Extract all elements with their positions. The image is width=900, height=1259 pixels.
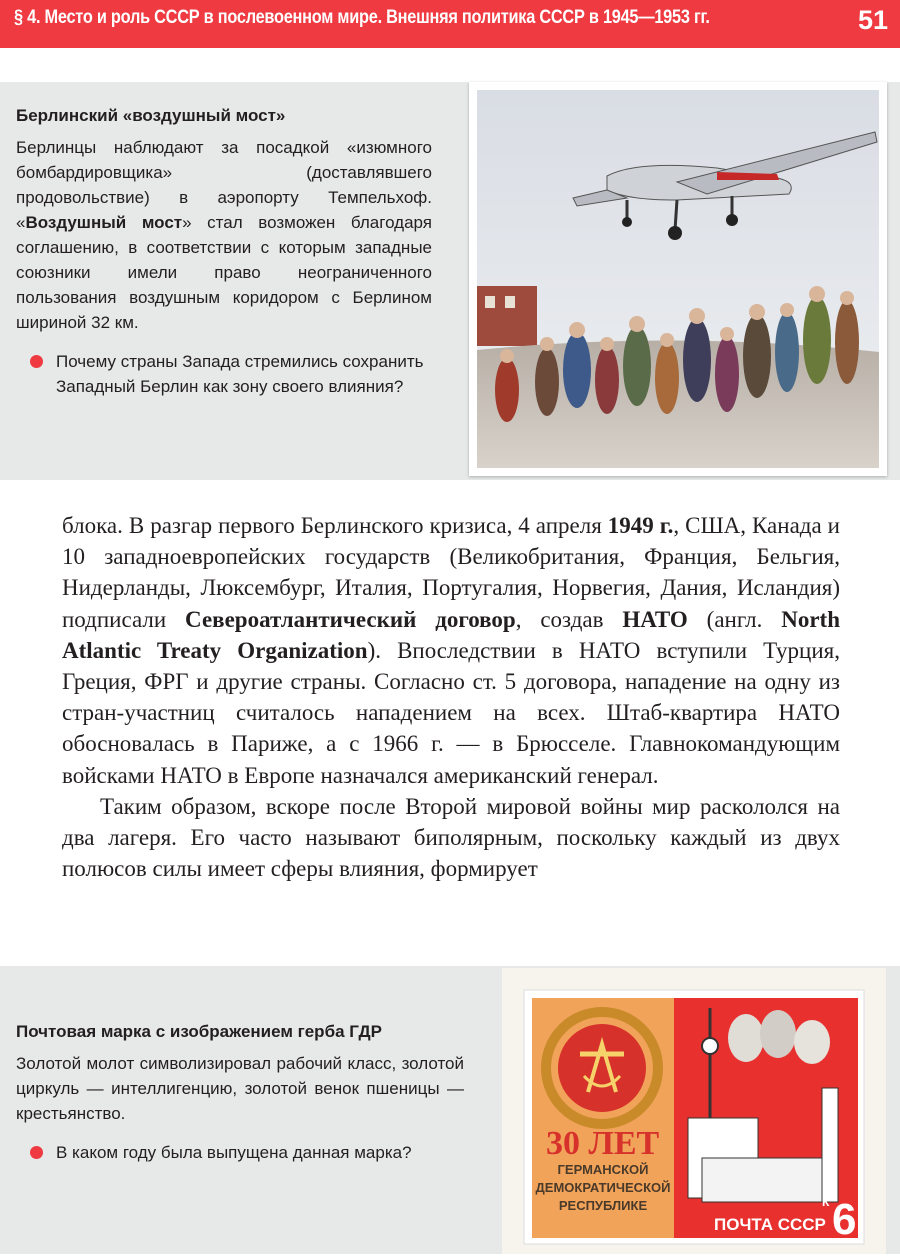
paragraph-bipolar: Таким образом, вскоре после Второй мировой войны мир раскололся на два лагеря. Его часто называют биполярным, поскольку каждый из двух полюсов силы имеет сферы влияния, формирует — [62, 793, 840, 882]
caption-text: Золотой молот символизировал рабочий класс, золотой циркуль — интеллигенцию, золотой венок пшеницы — крестьянство. — [16, 1054, 464, 1123]
stamp-illustration — [502, 968, 886, 1254]
page-header — [0, 0, 900, 48]
berlin-airlift-photo — [469, 82, 887, 476]
stamp-postage-label: ПОЧТА СССР — [714, 1215, 826, 1234]
question-bullet-icon — [30, 1146, 43, 1159]
stamp-value: 6 — [832, 1195, 857, 1244]
caption-gdr-stamp — [16, 1020, 464, 1165]
chapter-title: § 4. Место и роль СССР в послевоенном мире. Внешняя политика СССР в 1945—1953 гг. — [14, 7, 710, 28]
main-text — [62, 510, 840, 884]
page-number: 51 — [857, 5, 888, 35]
caption-text: Берлинцы наблюдают за посадкой «изюмного бомбардировщика» (доставлявшего продовольствие) в аэропорту Темпельхоф. «Воздушный мост» стал возможен благодаря соглашению, в соответствии с которым западные союзники имели право неограниченного пользования воздушным коридором с Берлином шириной 32 км. — [16, 138, 432, 332]
caption-heading: Берлинский «воздушный мост» — [16, 106, 286, 125]
caption-berlin-airlift — [16, 104, 432, 399]
review-question: В каком году была выпущена данная марка? — [16, 1140, 464, 1165]
gdr-emblem-icon — [546, 1012, 658, 1124]
caption-heading: Почтовая марка с изображением герба ГДР — [16, 1022, 382, 1041]
review-question: Почему страны Запада стремились сохранить Западный Берлин как зону своего влияния? — [16, 349, 432, 399]
question-bullet-icon — [30, 355, 43, 368]
gdr-postage-stamp — [502, 968, 886, 1254]
paragraph-nato: блока. В разгар первого Берлинского кризиса, 4 апреля 1949 г., США, Канада и 10 западноевропейских государств (Великобритания, Франция, Бельгия, Нидерланды, Люксембург, Италия, Португалия, Норвегия, Дания, Исландия) подписали Североатлантический договор, создав НАТО (англ. North Atlantic Treaty Organization). Впоследствии в НАТО вступили Турция, Греция, ФРГ и другие страны. Согласно ст. 5 договора, нападение на одну из стран-участниц считалось нападением на всех. Штаб-квартира НАТО обосновалась в Париже, а с 1966 г. — в Брюсселе. Главнокомандующим войсками НАТО в Европе назначался американский генерал. — [62, 513, 840, 788]
stamp-text-line2: ГЕРМАНСКОЙ — [557, 1162, 649, 1177]
stamp-text-line4: РЕСПУБЛИКЕ — [558, 1198, 648, 1213]
photo-illustration — [477, 90, 879, 468]
stamp-kopeck: К — [822, 1195, 830, 1209]
stamp-text-line3: ДЕМОКРАТИЧЕСКОЙ — [535, 1180, 671, 1195]
stamp-anniversary: 30 ЛЕТ — [546, 1125, 660, 1162]
